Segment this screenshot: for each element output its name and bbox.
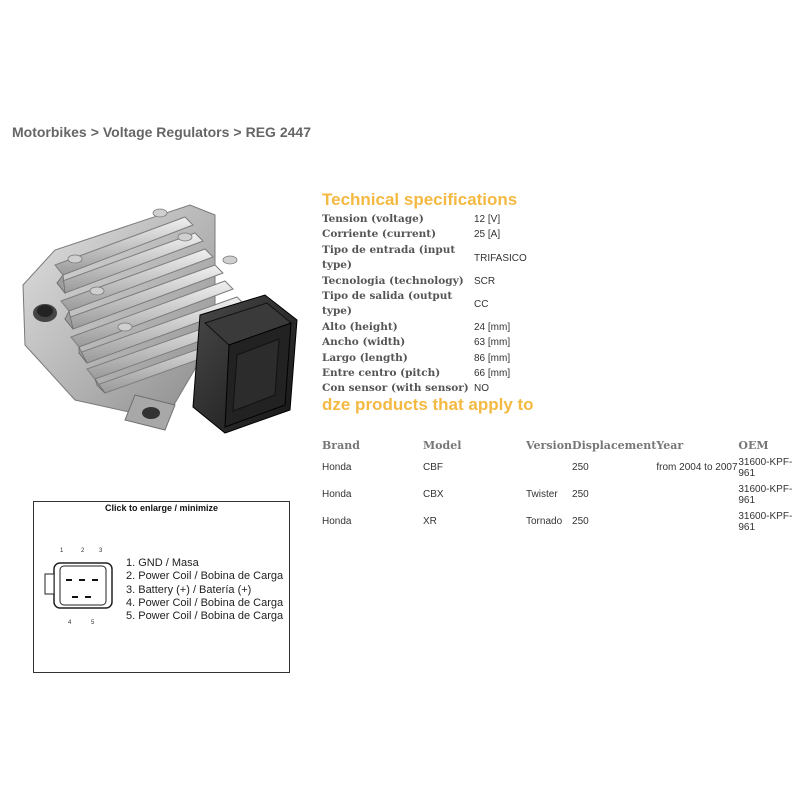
header-version: Version	[526, 439, 573, 452]
header-oem: OEM	[738, 439, 769, 452]
spec-label: Con sensor (with sensor)	[322, 382, 469, 395]
spec-row	[322, 289, 527, 320]
spec-row	[322, 243, 527, 274]
spec-row	[322, 212, 527, 227]
cell-year: from 2004 to 2007	[656, 462, 738, 473]
breadcrumb	[12, 124, 311, 140]
spec-label: Tipo de salida (output type)	[322, 290, 453, 318]
pin-item: 4. Power Coil / Bobina de Carga	[126, 596, 284, 609]
cell-brand: Honda	[322, 489, 352, 500]
cell-version	[526, 454, 572, 481]
header-displacement: Displacement	[572, 439, 657, 452]
table-row	[322, 508, 798, 535]
cell-model: CBX	[423, 489, 444, 500]
spec-value: 66 [mm]	[474, 368, 511, 380]
header-model: Model	[423, 439, 462, 452]
tech-specs-table	[322, 212, 527, 397]
header-year: Year	[656, 439, 684, 452]
applications-table	[322, 438, 798, 535]
spec-label: Ancho (width)	[322, 336, 406, 349]
spec-label: Largo (length)	[322, 351, 408, 364]
product-image[interactable]	[15, 195, 305, 440]
tech-specs-title: Technical specifications	[322, 190, 518, 209]
breadcrumb-link-motorbikes[interactable]: Motorbikes	[12, 124, 87, 140]
spec-label: Entre centro (pitch)	[322, 367, 441, 380]
breadcrumb-separator: >	[233, 124, 242, 140]
cell-year	[656, 481, 738, 508]
pin-item: 5. Power Coil / Bobina de Carga	[126, 610, 284, 623]
spec-row	[322, 351, 527, 366]
pin-number-2: 2	[81, 548, 85, 554]
pin-list	[126, 557, 283, 623]
spec-label: Tipo de entrada (input type)	[322, 243, 456, 272]
spec-value: 24 [mm]	[474, 321, 511, 333]
cell-brand: Honda	[322, 516, 352, 527]
cell-oem: 31600-KPF-961	[738, 483, 793, 506]
cell-brand: Honda	[322, 462, 352, 473]
diagram-caption[interactable]: Click to enlarge / minimize	[104, 503, 219, 513]
spec-row	[322, 335, 527, 350]
cell-model: CBF	[423, 462, 443, 473]
pinout-diagram[interactable]	[33, 501, 290, 673]
cell-displacement: 250	[572, 462, 589, 473]
spec-value: NO	[474, 383, 489, 395]
cell-oem: 31600-KPF-961	[738, 510, 793, 533]
cell-displacement: 250	[572, 516, 589, 527]
cell-version: Tornado	[526, 516, 563, 527]
header-brand: Brand	[322, 439, 360, 452]
pin-number-4: 4	[68, 620, 72, 626]
spec-row	[322, 227, 527, 242]
spec-row	[322, 320, 527, 335]
breadcrumb-link-voltage-regulators[interactable]: Voltage Regulators	[102, 124, 230, 140]
cell-version: Twister	[526, 489, 558, 500]
cell-oem: 31600-KPF-961	[738, 456, 793, 479]
spec-label: Corriente (current)	[322, 228, 437, 241]
spec-value: TRIFASICO	[474, 252, 527, 264]
spec-row	[322, 366, 527, 381]
spec-label: Alto (height)	[322, 320, 398, 333]
spec-value: SCR	[474, 275, 496, 287]
table-row	[322, 454, 798, 481]
spec-value: 12 [V]	[474, 214, 501, 225]
spec-value: CC	[474, 298, 489, 310]
breadcrumb-separator: >	[90, 124, 99, 140]
pin-number-1: 1	[60, 548, 64, 554]
cell-model: XR	[423, 516, 437, 527]
spec-label: Tension (voltage)	[322, 213, 424, 225]
spec-row	[322, 274, 527, 289]
table-row	[322, 481, 798, 508]
spec-value: 25 [A]	[474, 229, 501, 241]
breadcrumb-current: REG 2447	[245, 124, 311, 140]
spec-value: 63 [mm]	[474, 337, 511, 349]
cell-year	[656, 508, 738, 535]
cell-displacement: 250	[572, 489, 589, 500]
applications-title: dze products that apply to	[322, 395, 534, 414]
pin-item: 3. Battery (+) / Batería (+)	[126, 583, 252, 596]
spec-label: Tecnologia (technology)	[322, 274, 464, 287]
pin-number-3: 3	[99, 548, 103, 554]
pin-item: 2. Power Coil / Bobina de Carga	[126, 570, 284, 583]
pin-item: 1. GND / Masa	[126, 557, 199, 569]
applications-header-row	[322, 438, 798, 454]
spec-value: 86 [mm]	[474, 352, 511, 364]
pin-number-5: 5	[91, 620, 95, 626]
